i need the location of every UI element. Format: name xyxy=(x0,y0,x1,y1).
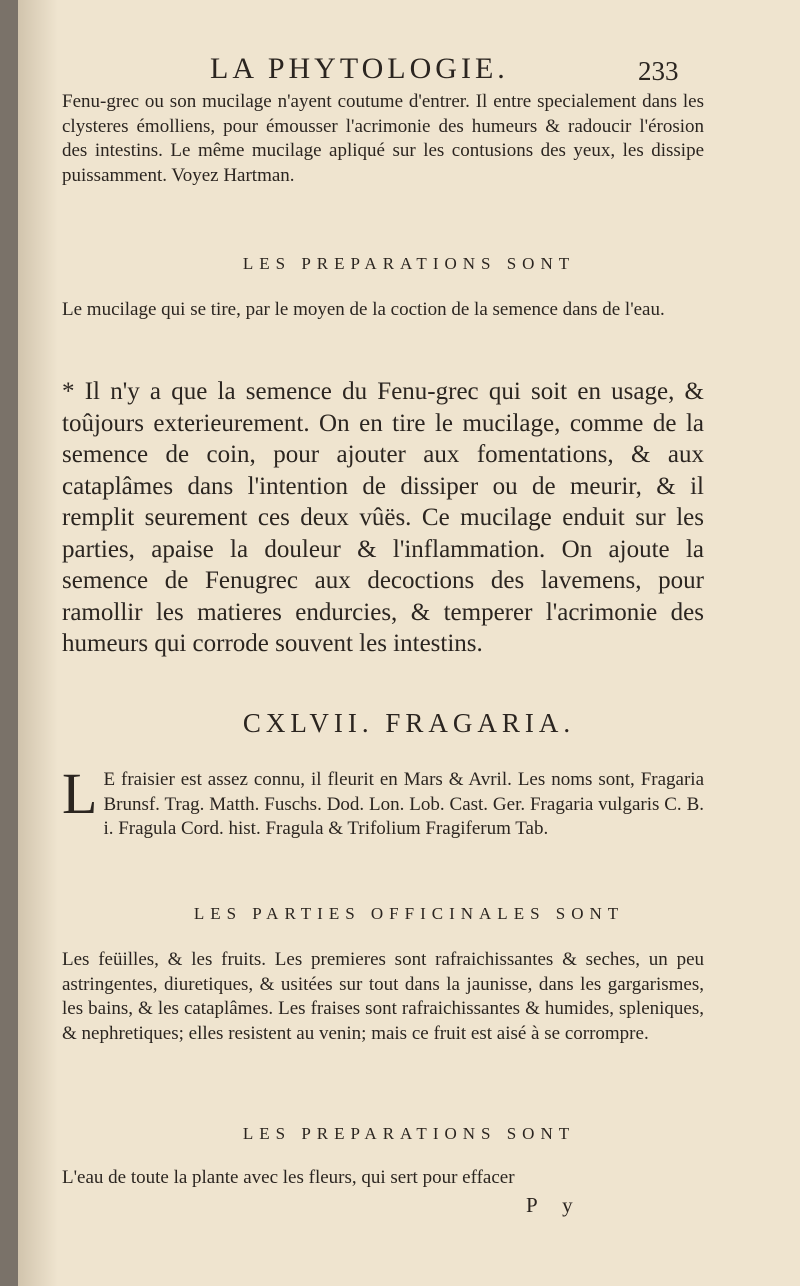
page-number: 233 xyxy=(638,56,679,86)
drop-cap: L xyxy=(62,761,98,826)
paragraph-mucilage: Le mucilage qui se tire, par le moyen de la coction de la semence dans de l'eau. xyxy=(62,299,665,320)
running-header: LA PHYTOLOGIE. xyxy=(210,52,509,85)
paragraph-feuilles: Les feüilles, & les fruits. Les premieres sont rafraichissantes & seches, un peu astringentes, diuretiques, & usitées sur tout dans la jaunisse, dans les gargarismes, les bains, & les cataplâmes. Les fraises sont rafraichissantes & humides, spleniques, & nephretiques; elles resistent au venin; mais ce fruit est aisé à se corrompre. xyxy=(62,949,704,1044)
paragraph-intro: Fenu-grec ou son mucilage n'ayent coutume d'entrer. Il entre specialement dans les clysteres émolliens, pour émousser l'acrimonie des humeurs & radoucir l'érosion des intestins. Le même mucilage apliqué sur les contusions des yeux, les dissipe puissamment. Voyez Hartman. xyxy=(62,91,704,186)
paragraph-fragaria-text: E fraisier est assez connu, il fleurit en Mars & Avril. Les noms sont, Fragaria Brunsf. Trag. Matth. Fuschs. Dod. Lon. Lob. Cast. Ger. Fragaria vulgaris C. B. i. Fragula Cord. hist. Fragula & Trifolium Fragiferum Tab. xyxy=(103,769,704,839)
paragraph-fragaria xyxy=(62,761,704,842)
paragraph-eau: L'eau de toute la plante avec les fleurs, qui sert pour effacer xyxy=(62,1167,515,1188)
section-heading-preparations-2: LES PREPARATIONS SONT xyxy=(242,1124,576,1143)
chapter-title: CXLVII. FRAGARIA. xyxy=(242,708,576,738)
section-heading-parties: LES PARTIES OFFICINALES SONT xyxy=(193,904,625,923)
book-page xyxy=(18,0,800,1286)
section-heading-preparations: LES PREPARATIONS SONT xyxy=(242,254,576,273)
paragraph-fenugrec: * Il n'y a que la semence du Fenu-grec qui soit en usage, & toûjours exterieurement. On en tire le mucilage, comme de la semence de coin, pour ajouter aux fomentations, & aux cataplâmes dans l'intention de dissiper ou de meurir, & il remplit seurement ces deux vûës. Ce mucilage enduit sur les parties, apaise la douleur & l'inflammation. On ajoute la semence de Fenugrec aux decoctions des lavemens, pour ramollir les matieres endurcies, & temperer l'acrimonie des humeurs qui corrode souvent les intestins. xyxy=(62,378,704,657)
catchword: P y xyxy=(526,1193,583,1217)
